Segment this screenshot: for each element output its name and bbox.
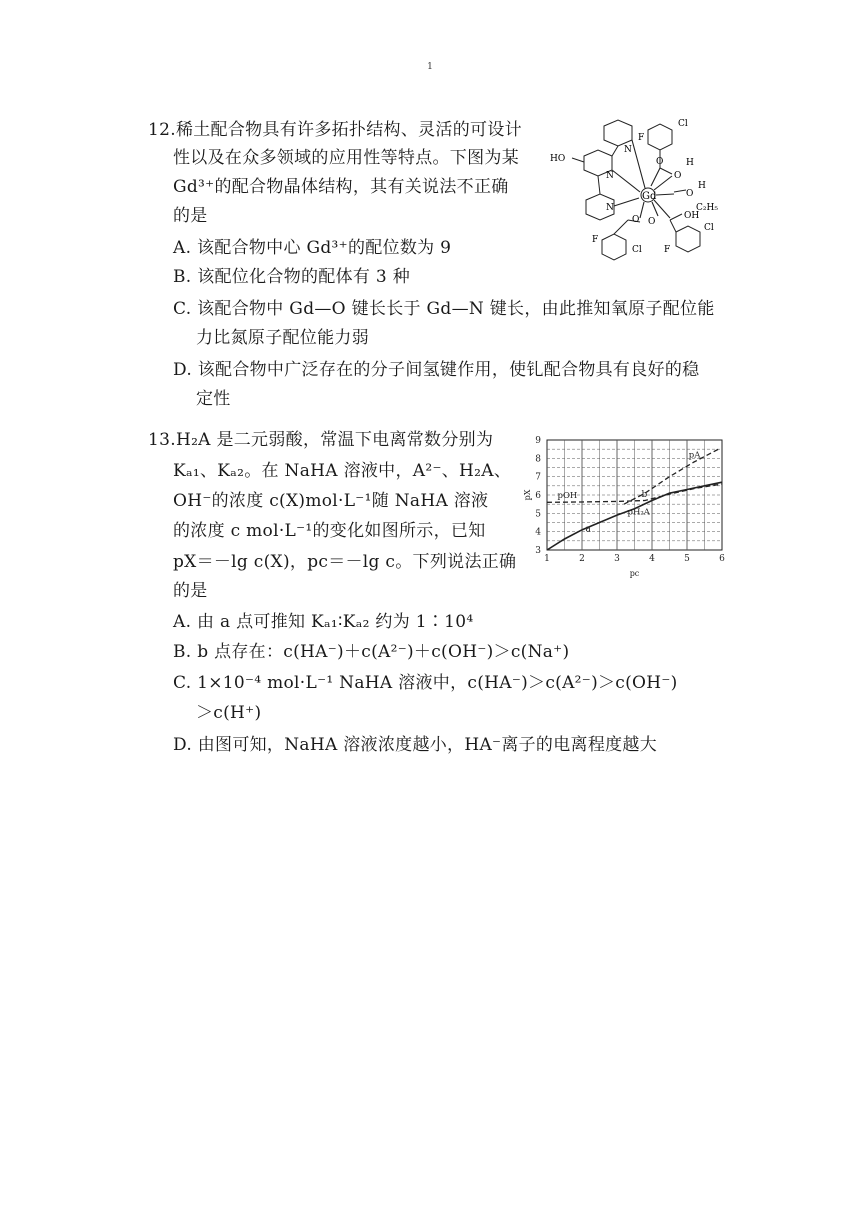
x-tick-label: 2 — [579, 554, 585, 564]
y-tick-label: 3 — [535, 546, 541, 556]
o-label-1: O — [656, 157, 664, 167]
x-axis-label: pc — [629, 569, 640, 578]
q12-stem-line-4: 的是 — [173, 206, 208, 226]
q13-number: 13. — [148, 430, 176, 450]
q12-option-c: C. 该配合物中 Gd—O 键长长于 Gd—N 键长，由此推知氧原子配位能 — [173, 299, 715, 319]
o-label-2: O — [674, 171, 682, 181]
ho-label: HO — [550, 154, 566, 164]
cl-label-bottom-left: Cl — [632, 245, 642, 255]
q13-stem-line-1 — [148, 427, 493, 453]
x-tick-label: 6 — [719, 554, 725, 564]
q12-option-c-cont: 力比氮原子配位能力弱 — [196, 328, 369, 348]
q12-stem-line-3: Gd³⁺的配合物晶体结构，其有关说法不正确 — [173, 177, 509, 197]
h-label-2: H — [698, 181, 706, 191]
h-label-1: H — [686, 158, 694, 168]
q12-option-a: A. 该配合物中心 Gd³⁺的配位数为 9 — [173, 238, 452, 258]
series-label: pOH — [557, 490, 578, 501]
q12-stem-line-2: 性以及在众多领域的应用性等特点。下图为某 — [173, 148, 519, 168]
series-label: pA — [688, 450, 701, 461]
q13-stem-line-2: Kₐ₁、Kₐ₂。在 NaHA 溶液中，A²⁻、H₂A、 — [173, 461, 512, 481]
o-label-5: O — [648, 217, 656, 227]
x-tick-label: 4 — [649, 554, 655, 564]
oh-label: OH — [684, 211, 700, 221]
series-label: pH₂A — [627, 507, 650, 518]
q13-stem-text-1: H₂A 是二元弱酸，常温下电离常数分别为 — [175, 430, 494, 450]
q12-option-d: D. 该配合物中广泛存在的分子间氢键作用，使钆配合物具有良好的稳 — [173, 360, 700, 380]
o-label-3: O — [686, 189, 694, 199]
q12-option-b: B. 该配位化合物的配体有 3 种 — [173, 267, 411, 287]
x-tick-label: 3 — [614, 554, 620, 564]
y-tick-label: 4 — [535, 527, 541, 538]
c2h5-label: C₂H₅ — [696, 203, 718, 213]
q12-stem-line-1 — [148, 117, 522, 143]
point-label-b: b — [641, 489, 648, 500]
q13-option-c: C. 1×10⁻⁴ mol·L⁻¹ NaHA 溶液中，c(HA⁻)＞c(A²⁻)＞c(OH⁻) — [173, 673, 678, 693]
y-tick-label: 8 — [535, 454, 541, 465]
cl-label-top: Cl — [678, 119, 688, 129]
f-label-bottom-left: F — [592, 235, 599, 245]
gd-center-label: Gd — [642, 191, 657, 202]
y-tick-label: 5 — [535, 509, 541, 520]
q13-option-d: D. 由图可知，NaHA 溶液浓度越小，HA⁻离子的电离程度越大 — [173, 735, 658, 755]
f-label-top: F — [638, 133, 645, 143]
q12-stem-text-1: 稀土配合物具有许多拓扑结构、灵活的可设计 — [175, 120, 522, 140]
point-label-a: a — [585, 524, 591, 535]
page-number: 1 — [427, 62, 433, 72]
n-label-top: N — [624, 145, 632, 155]
q13-stem-line-6: 的是 — [173, 581, 208, 601]
q13-option-c-cont: ＞c(H⁺) — [196, 703, 262, 723]
n-label-bottom: N — [606, 203, 614, 213]
q12-number: 12. — [148, 120, 176, 140]
q13-stem-line-5: pX＝－lg c(X)，pc＝－lg c。下列说法正确 — [173, 552, 517, 572]
y-tick-label: 9 — [535, 436, 541, 446]
gd-complex-structure-figure — [548, 118, 728, 268]
q13-option-b: B. b 点存在：c(HA⁻)＋c(A²⁻)＋c(OH⁻)＞c(Na⁺) — [173, 642, 570, 662]
px-pc-chart — [520, 432, 730, 592]
q13-option-a: A. 由 a 点可推知 Kₐ₁∶Kₐ₂ 约为 1∶10⁴ — [173, 612, 474, 632]
f-label-bottom-right: F — [664, 245, 671, 255]
y-tick-label: 7 — [535, 472, 541, 483]
n-label-left: N — [606, 171, 614, 181]
q13-stem-line-4: 的浓度 c mol·L⁻¹的变化如图所示，已知 — [173, 521, 486, 541]
q12-option-d-cont: 定性 — [196, 389, 231, 409]
cl-label-bottom-right: Cl — [704, 223, 714, 233]
y-axis-label: pX — [523, 489, 532, 501]
o-label-4: O — [632, 215, 640, 225]
x-tick-label: 1 — [544, 554, 550, 564]
y-tick-label: 6 — [535, 491, 541, 501]
q13-stem-line-3: OH⁻的浓度 c(X)mol·L⁻¹随 NaHA 溶液 — [173, 491, 489, 511]
x-tick-label: 5 — [684, 554, 690, 564]
